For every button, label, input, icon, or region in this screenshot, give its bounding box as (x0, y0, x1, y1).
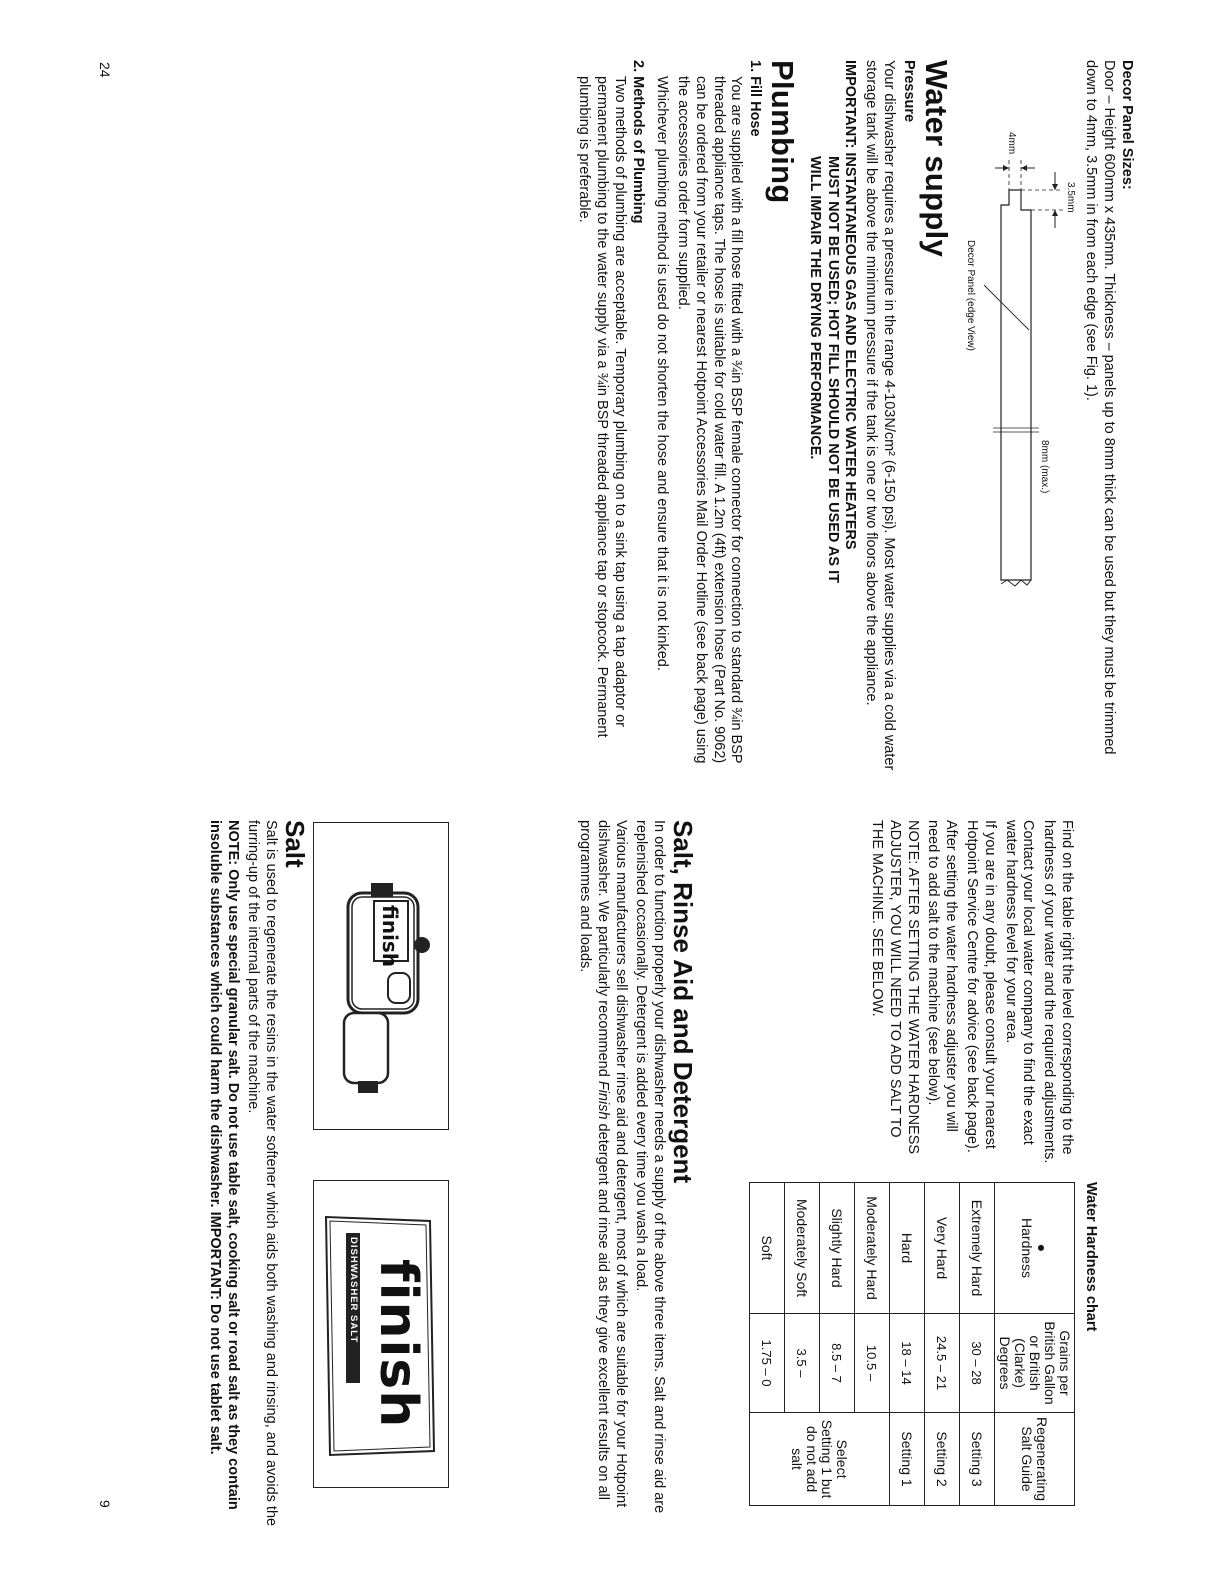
fill-hose-text: You are supplied with a fill hose fitted with a ¾in BSP female connector for connection to standard ¾in BSP threaded appliance taps. The hose is suitable for cold water fill. A 1.2m (4ft) extension hose (Part No. 9062) can be ordered from your retailer or nearest Hotpoint Accessories Mail Order Hotline (see back page) using the accessories order form supplied. (675, 76, 745, 764)
water-supply-title: Water supply (918, 60, 954, 258)
guide-merged: Select Setting 1 but do not add salt (750, 1413, 890, 1506)
methods-text: Two methods of plumbing are acceptable. Temporary plumbing on to a sink tap using a tap adaptor or permanent plumbing to the water supply via a ¾in BSP threaded appliance tap or stopcock. Permanent plumbing is preferable. (576, 76, 628, 738)
salt-title: Salt (280, 820, 310, 868)
salt-rinse-p2: Various manufacturers sell dishwasher rinse aid and detergent, most of which are suitable for your Hotpoint dishwasher. We particularly recommend Finish detergent and rinse aid as they give excellent results on all programmes and loads. (577, 820, 629, 1508)
page-number-left: 24 (97, 62, 113, 78)
table-row: Hard 18 – 14 Setting 1 (890, 1183, 925, 1506)
rinse-aid-brand: finish (378, 905, 402, 968)
col-hardness: Hardness (1019, 1218, 1036, 1278)
salt-brand: finish (368, 1259, 428, 1429)
col-guide: Regenerating Salt Guide (995, 1413, 1075, 1506)
fig-label-4mm: 4mm (1005, 132, 1017, 155)
fig-caption: Decor Panel (edge View) (964, 240, 976, 351)
methods-heading: 2. Methods of Plumbing (630, 60, 647, 224)
important-line-1: IMPORTANT: INSTANTANEOUS GAS AND ELECTRIC WATER HEATERS (842, 60, 859, 550)
fig-label-8mm: 8mm (max.) (1038, 440, 1050, 494)
important-warning (805, 60, 858, 780)
page-number-right: 9 (97, 1500, 113, 1508)
rinse-aid-image-box (313, 822, 449, 1130)
table-row: Extremely Hard 30 – 28 Setting 3 (960, 1183, 995, 1506)
intro-p3: If you are in any doubt, please consult your nearest Hotpoint Service Centre for advice (see back page). (964, 820, 998, 1153)
right-intro (864, 820, 1075, 1165)
table-row: Very Hard 24.5 – 21 Setting 2 (925, 1183, 960, 1506)
hardness-chart-title: Water Hardness chart (1083, 1182, 1099, 1332)
bullet-icon: ● (1034, 1243, 1051, 1253)
intro-p5: NOTE: AFTER SETTING THE WATER HARDNESS ADJUSTER, YOU WILL NEED TO ADD SALT TO THE MACHINE. SEE BELOW. (869, 820, 921, 1155)
intro-p1: Find on the table right the level corresponding to the hardness of your water and the required adjustments. (1041, 820, 1075, 1164)
decor-text: Door – Height 600mm x 435mm. Thickness – panels up to 8mm thick can be used but they must be trimmed down to 4mm, 3.5mm in from each edge (see Fig. 1). (1083, 60, 1118, 755)
table-row: Slightly Hard 8.5 – 7 (820, 1183, 855, 1506)
salt-rinse-title: Salt, Rinse Aid and Detergent (668, 820, 698, 1184)
decor-panel-figure (959, 60, 1079, 780)
col-grains: Grains per British Gallon or British (Clarke) Degrees (995, 1314, 1075, 1413)
salt-rinse-section (572, 820, 705, 1520)
intro-p2: Contact your local water company to find the exact water hardness level for your area. (1002, 820, 1037, 1145)
salt-text: Salt is used to regenerate the resins in the water softener which aids both washing and rinsing, and avoids the furring-up of the internal parts of the machine. (245, 820, 280, 1527)
finish-brand-text: Finish (594, 1080, 611, 1120)
hardness-table (749, 1182, 1075, 1506)
hardness-chart (749, 1182, 1099, 1506)
fill-hose-text-2: Whichever plumbing method is used do not shorten the hose and ensure that it is not kinked. (654, 76, 671, 671)
rinse-aid-bottle-illustration (314, 823, 448, 1129)
salt-note: NOTE: Only use special granular salt. Do not use table salt, cooking salt or road salt as they contain insoluble substances which could harm the dishwasher. IMPORTANT: Do not use tablet salt. (206, 820, 241, 1510)
fill-hose-heading: 1. Fill Hose (747, 60, 764, 137)
plumbing-title: Plumbing (765, 60, 801, 204)
table-row: Moderately Hard 10.5 – Select Setting 1 but do not add salt (855, 1183, 890, 1506)
salt-image-box (313, 1180, 449, 1488)
intro-p4: After setting the water hardness adjuster you will need to add salt to the machine (see below). (925, 820, 960, 1132)
table-row: Soft 1.75 – 0 (750, 1183, 785, 1506)
decor-heading: Decor Panel Sizes: (1119, 60, 1135, 190)
salt-rinse-p1: In order to function properly your dishwasher needs a supply of the above three items. Salt and rinse aid are replenished occasionally. Detergent is added every time you wash a load. (633, 820, 668, 1514)
left-page (571, 60, 1205, 780)
table-row: Moderately Soft 3.5 – (785, 1183, 820, 1506)
pressure-heading: Pressure (900, 60, 917, 123)
pressure-text: Your dishwasher requires a pressure in the range 4-103N/cm² (6-150 psi). Most water supplies via a cold water storage tank will be above the minimum pressure if the tank is one or two floors above the appliance. (863, 60, 898, 771)
important-line-2: MUST NOT BE USED; HOT FILL SHOULD NOT BE USED AS IT (824, 156, 841, 583)
salt-section (202, 820, 309, 1540)
decor-panel-diagram (959, 60, 1079, 780)
important-line-3: WILL IMPAIR THE DRYING PERFORMANCE. (806, 156, 823, 460)
salt-pack-label: DISHWASHER SALT (348, 1237, 359, 1344)
fig-label-3-5mm: 3.5mm (1064, 182, 1076, 213)
